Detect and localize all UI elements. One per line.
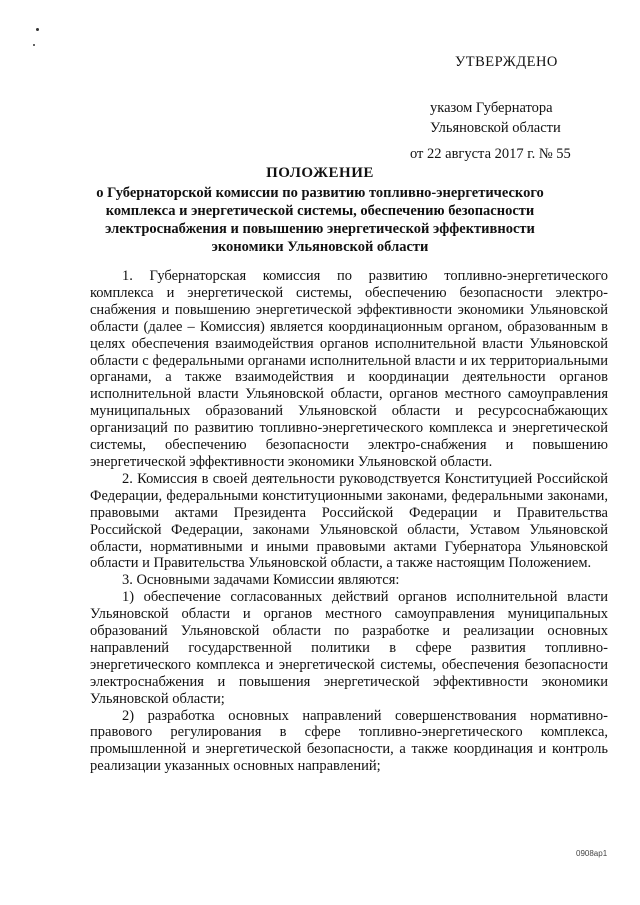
scan-speck xyxy=(33,44,35,46)
approval-line-region: Ульяновской области xyxy=(430,120,561,136)
document-title xyxy=(80,164,560,256)
paragraph-2: 2. Комиссия в своей деятельности руководствуется Конституцией Российской Федерации, федеральными конституционными законами, федеральными законами, правовыми актами Президента Российской Федерации и Правительства Российской Федерации, законами Ульяновской области, Уставом Ульяновской области, нормативными и иными правовыми актами Губернатора Ульяновской области и Правительства Ульяновской области, а также настоящим Положением. xyxy=(90,470,608,572)
paragraph-3: 3. Основными задачами Комиссии являются: xyxy=(122,572,400,589)
document-body xyxy=(90,268,608,775)
title-main: ПОЛОЖЕНИЕ xyxy=(266,165,374,181)
paragraph-3-1: 1) обеспечение согласованных действий органов исполнительной власти Ульяновской области и органов местного самоуправления муниципальных образований Ульяновской области по разработке и реализации основных направлений государственной политики в сфере развития топливно-энергетического комплекса и энергетической системы, обеспечения безопасности электроснабжения и повышения энергетической эффективности экономики Ульяновской области; xyxy=(90,589,608,707)
approval-block xyxy=(400,52,590,164)
approval-line-decree: указом Губернатора xyxy=(430,100,553,116)
paragraph-3-2: 2) разработка основных направлений совершенствования нормативно-правового регулирования в сфере топливно-энергетического комплекса, промышленной и энергетической безопасности, а также координация и контроль реализации указанных основных направлений; xyxy=(90,707,608,775)
title-subtitle: о Губернаторской комиссии по развитию топливно-энергетического комплекса и энергетической системы, обеспечению безопасности электроснабжения и повышению энергетической эффективности экономики Ульяновской области xyxy=(96,185,544,255)
scan-speck xyxy=(36,28,39,31)
footer-code: 0908ap1 xyxy=(576,849,608,858)
paragraph-1: 1. Губернаторская комиссия по развитию топливно-энергетического комплекса и энергетической системы, обеспечению безопасности электро-снабжения и повышению энергетической эффективности экономики Ульяновской области (далее – Комиссия) является координационным органом, образованным в целях обеспечения взаимодействия органов исполнительной власти Ульяновской области с федеральными органами исполнительной власти и их территориальными органами, а также взаимодействия и координации деятельности органов исполнительной власти Ульяновской области, органов местного самоуправления муниципальных образований Ульяновской области и ресурсоснабжающих организаций по развитию топливно-энергетического комплекса и энергетической системы, обеспечению безопасности электро-снабжения и повышению энергетической эффективности экономики Ульяновской области. xyxy=(90,268,608,470)
approval-heading: УТВЕРЖДЕНО xyxy=(455,54,558,70)
approval-line-date: от 22 августа 2017 г. № 55 xyxy=(410,146,571,162)
